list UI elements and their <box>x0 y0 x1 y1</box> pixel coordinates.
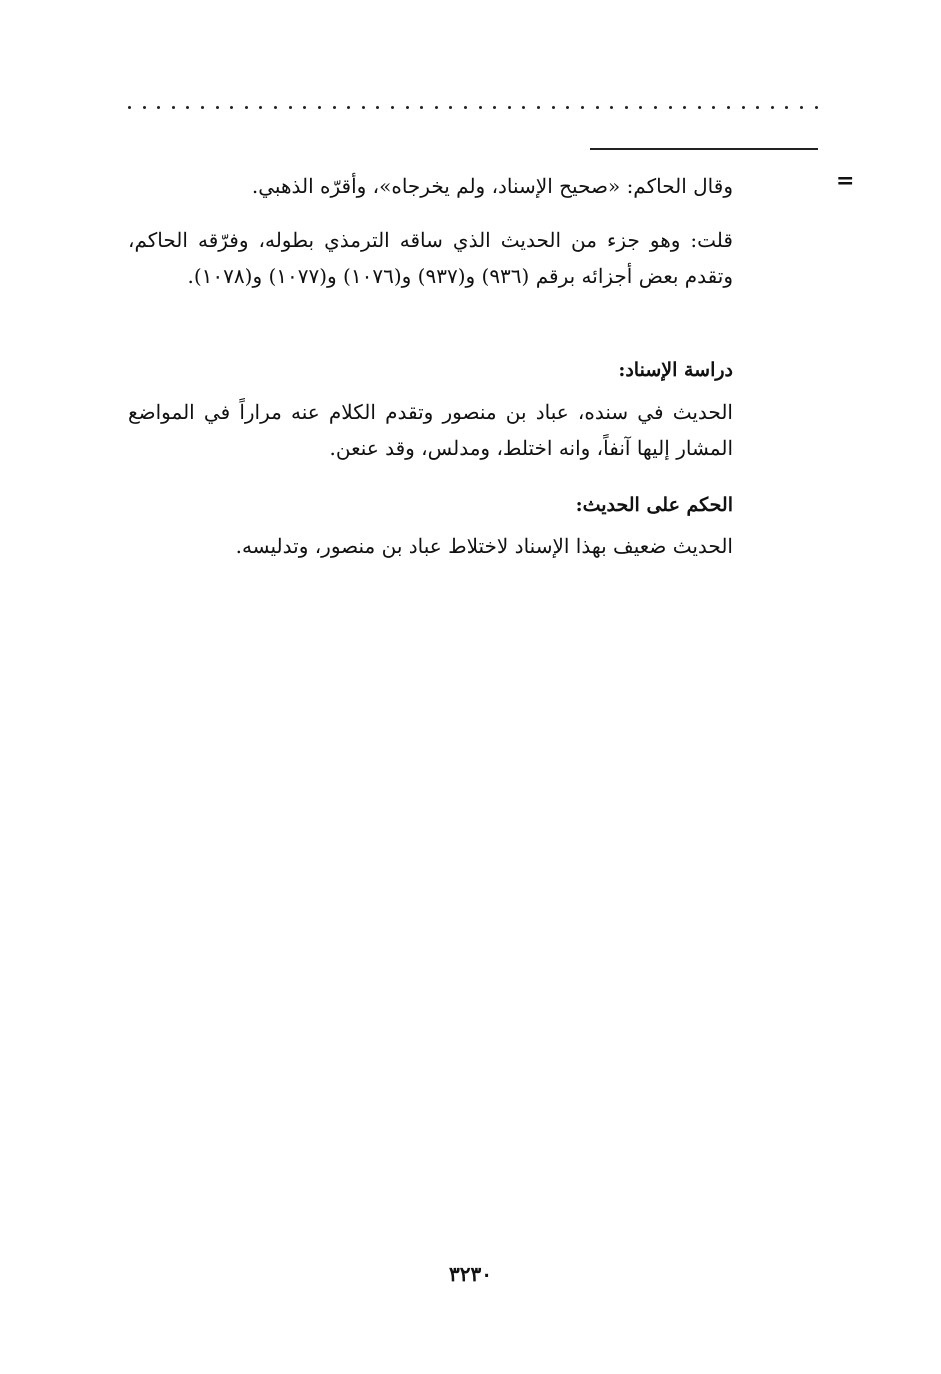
continuation-mark: = <box>836 168 855 194</box>
qult-paragraph: قلت: وهو جزء من الحديث الذي ساقه الترمذي بطوله، وفرّقه الحاكم، وتقدم بعض أجزائه برقم (٩٣٦) و(٩٣٧) و(١٠٧٦) و(١٠٧٧) و(١٠٧٨). <box>128 228 733 288</box>
isnad-heading: دراسة الإسناد: <box>618 359 733 381</box>
footnote-rule <box>590 148 818 150</box>
page-number: ٣٢٣٠ <box>449 1262 492 1286</box>
hukm-paragraph: الحديث ضعيف بهذا الإسناد لاختلاط عباد بن منصور، وتدليسه. <box>235 534 733 558</box>
hakim-paragraph: وقال الحاكم: «صحيح الإسناد، ولم يخرجاه»، وأقرّه الذهبي. <box>251 174 733 198</box>
isnad-paragraph: الحديث في سنده، عباد بن منصور وتقدم الكلام عنه مراراً في المواضع المشار إليها آنفاً، وانه اختلط، ومدلس، وقد عنعن. <box>128 400 733 460</box>
hukm-heading: الحكم على الحديث: <box>575 494 733 516</box>
dotted-separator <box>128 101 818 113</box>
